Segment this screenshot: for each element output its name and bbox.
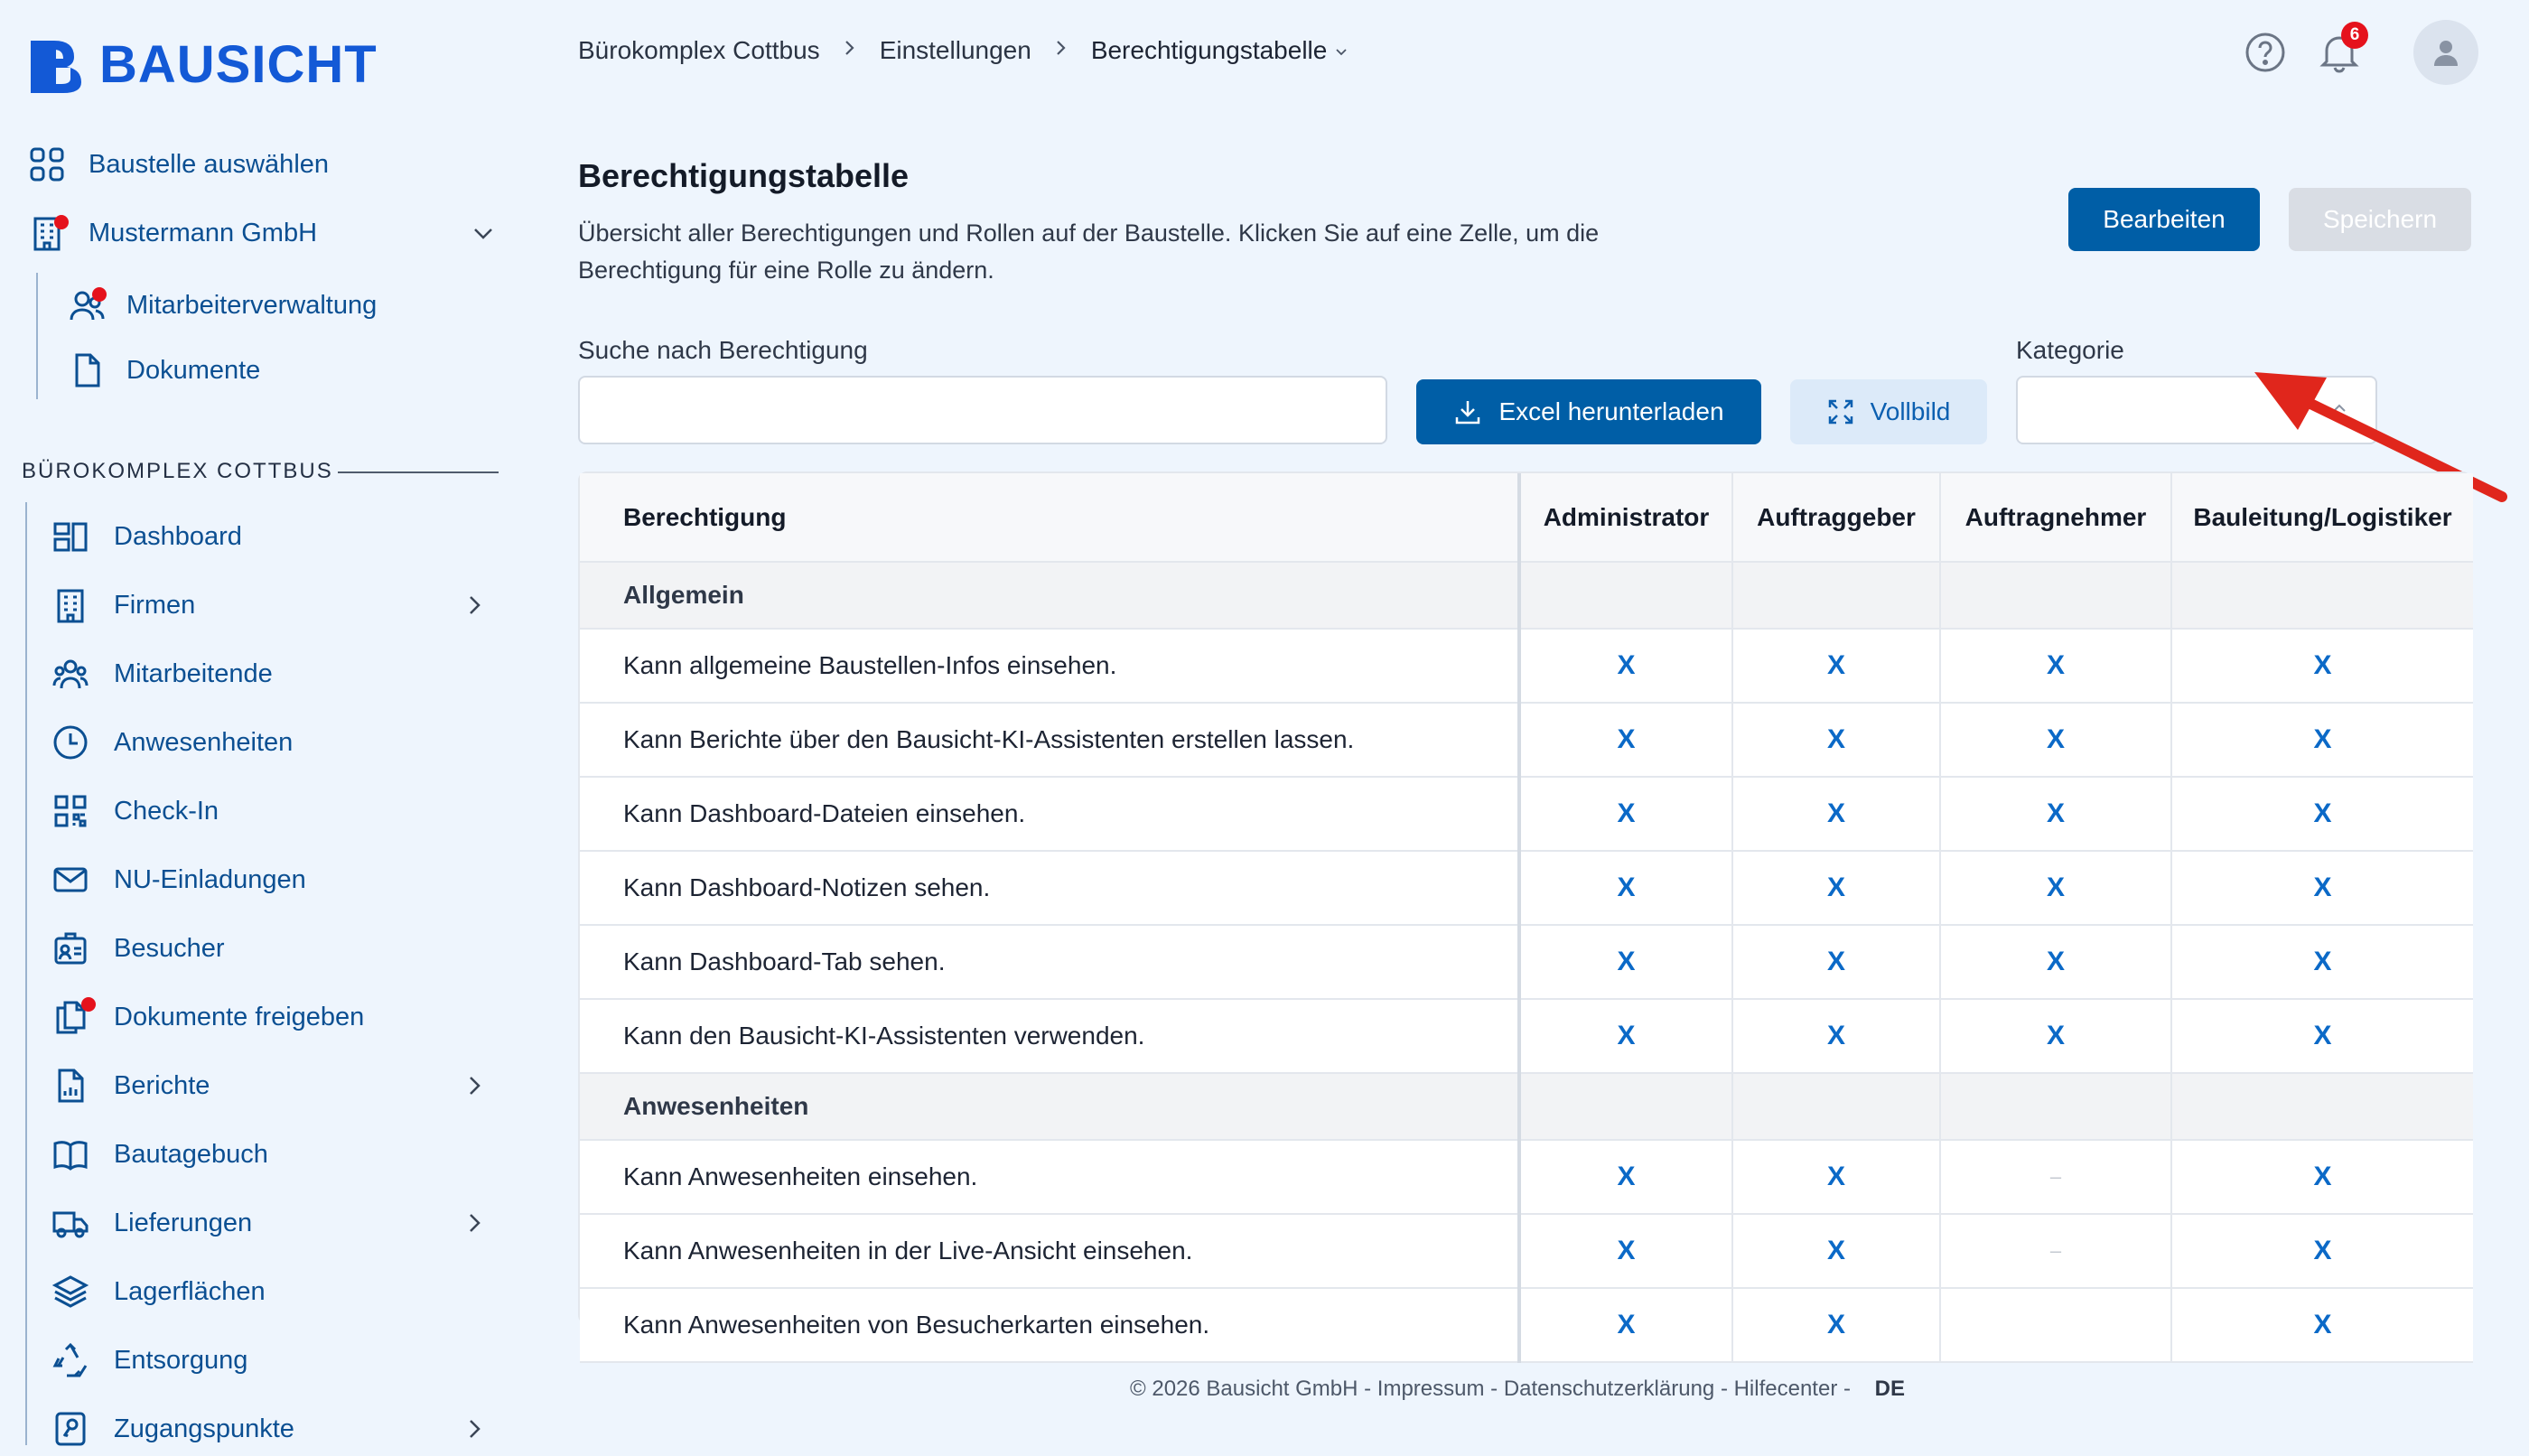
category-cell <box>1940 1073 2171 1140</box>
permission-cell[interactable]: X <box>1519 629 1732 703</box>
qr-code-icon <box>51 791 90 831</box>
permission-cell[interactable]: X <box>1940 999 2171 1073</box>
category-cell <box>2171 1073 2473 1140</box>
permission-cell[interactable]: X <box>2171 629 2473 703</box>
notification-dot <box>54 215 69 229</box>
table-row <box>580 925 2473 999</box>
help-icon[interactable] <box>2240 27 2291 78</box>
sidebar-item-label: Entsorgung <box>114 1345 248 1375</box>
notification-dot <box>81 997 96 1012</box>
permission-label: Kann Berichte über den Bausicht-KI-Assistenten erstellen lassen. <box>580 703 1519 777</box>
sidebar-item-label: Mustermann GmbH <box>89 218 318 247</box>
sidebar-item-mustermann-gmbh[interactable] <box>27 206 497 260</box>
sidebar-item-berichte[interactable] <box>51 1059 488 1113</box>
download-icon <box>1453 397 1482 426</box>
category-cell <box>1940 562 2171 629</box>
sidebar-item-label: Bautagebuch <box>114 1139 268 1169</box>
permission-cell[interactable]: X <box>2171 1214 2473 1288</box>
fullscreen-label: Vollbild <box>1870 397 1951 425</box>
permission-table-card <box>578 471 2471 1339</box>
permission-cell[interactable]: X <box>1519 1288 1732 1362</box>
permission-cell[interactable]: X <box>1519 777 1732 851</box>
save-button[interactable]: Speichern <box>2289 188 2471 251</box>
sidebar-item-label: Zugangspunkte <box>114 1414 294 1443</box>
permission-cell[interactable]: X <box>2171 925 2473 999</box>
column-header-role: Administrator <box>1519 473 1732 562</box>
permission-cell[interactable]: – <box>1940 1214 2171 1288</box>
permission-cell[interactable]: X <box>1732 1140 1940 1214</box>
expand-icon <box>1827 398 1854 425</box>
category-cell <box>1519 562 1732 629</box>
permission-cell[interactable]: X <box>1519 851 1732 925</box>
permission-cell[interactable]: X <box>2171 999 2473 1073</box>
permission-cell[interactable] <box>1940 1288 2171 1362</box>
building-icon <box>51 585 90 625</box>
permission-label: Kann Anwesenheiten von Besucherkarten einsehen. <box>580 1288 1519 1362</box>
permission-cell[interactable]: X <box>1519 1140 1732 1214</box>
permission-cell[interactable]: X <box>1940 703 2171 777</box>
edit-button[interactable]: Bearbeiten <box>2068 188 2260 251</box>
breadcrumb <box>578 36 1348 65</box>
bell-icon[interactable] <box>2314 27 2365 78</box>
category-label: Allgemein <box>580 562 1519 629</box>
sidebar <box>0 0 506 1445</box>
table-row <box>580 703 2473 777</box>
key-icon <box>51 1409 90 1449</box>
brand-name: BAUSICHT <box>99 35 378 94</box>
bausicht-logo-icon <box>27 35 87 95</box>
sidebar-item-anwesenheiten[interactable] <box>51 715 488 770</box>
divider <box>338 471 499 473</box>
permission-table <box>580 473 2473 1363</box>
fullscreen-button[interactable] <box>1790 379 1987 444</box>
sidebar-item-label: Check-In <box>114 796 219 826</box>
users-icon <box>67 285 107 325</box>
category-cell <box>1732 562 1940 629</box>
category-row <box>580 562 2473 629</box>
permission-label: Kann Dashboard-Dateien einsehen. <box>580 777 1519 851</box>
logo[interactable] <box>27 34 378 95</box>
table-row <box>580 1214 2473 1288</box>
column-header-role: Auftragnehmer <box>1940 473 2171 562</box>
sidebar-item-label: Dokumente freigeben <box>114 1002 365 1031</box>
sidebar-item-lagerflaechen[interactable] <box>51 1265 488 1319</box>
header-actions <box>2240 20 2478 85</box>
chevron-right-icon <box>842 38 858 63</box>
sidebar-item-dokumente-freigeben[interactable] <box>51 990 488 1044</box>
permission-search-input[interactable] <box>578 376 1387 444</box>
search-label: Suche nach Berechtigung <box>578 336 868 364</box>
chevron-right-icon <box>1053 38 1069 63</box>
permission-label: Kann Dashboard-Notizen sehen. <box>580 851 1519 925</box>
sidebar-item-label: Baustelle auswählen <box>89 149 330 179</box>
permission-cell[interactable]: X <box>1732 1214 1940 1288</box>
column-header-role: Bauleitung/Logistiker <box>2171 473 2473 562</box>
permission-label: Kann Dashboard-Tab sehen. <box>580 925 1519 999</box>
permission-cell[interactable]: X <box>2171 777 2473 851</box>
grid-icon <box>27 145 67 184</box>
permission-cell[interactable]: X <box>1940 777 2171 851</box>
permission-cell[interactable]: X <box>1519 925 1732 999</box>
breadcrumb-item-current[interactable]: Berechtigungstabelle <box>1090 36 1328 64</box>
report-icon <box>51 1066 90 1106</box>
sidebar-item-baustelle-auswaehlen[interactable] <box>27 137 497 191</box>
permission-cell[interactable]: X <box>2171 1288 2473 1362</box>
permission-cell[interactable]: X <box>1732 777 1940 851</box>
sidebar-item-mitarbeitende[interactable] <box>51 647 488 701</box>
permission-cell[interactable]: X <box>1732 925 1940 999</box>
permission-label: Kann den Bausicht-KI-Assistenten verwenden. <box>580 999 1519 1073</box>
submenu-line <box>36 273 38 399</box>
footer-links[interactable]: © 2026 Bausicht GmbH - Impressum - Datenschutzerklärung - Hilfecenter - <box>1130 1377 1851 1401</box>
category-cell <box>2171 562 2473 629</box>
notification-count-badge: 6 <box>2341 22 2368 49</box>
sidebar-item-label: Berichte <box>114 1070 210 1100</box>
sidebar-item-dashboard[interactable] <box>51 509 488 564</box>
permission-cell[interactable]: X <box>1940 629 2171 703</box>
permission-cell[interactable]: X <box>1732 851 1940 925</box>
permission-cell[interactable]: X <box>1940 851 2171 925</box>
chevron-down-icon[interactable] <box>470 219 497 247</box>
permission-cell[interactable]: – <box>1940 1140 2171 1214</box>
table-row <box>580 629 2473 703</box>
breadcrumb-item-site[interactable]: Bürokomplex Cottbus <box>578 36 820 64</box>
book-icon <box>51 1134 90 1174</box>
chevron-down-icon[interactable] <box>1334 36 1348 65</box>
table-body <box>580 562 2473 1362</box>
sidebar-item-label: Firmen <box>114 590 196 620</box>
user-icon <box>2431 37 2461 68</box>
table-row <box>580 851 2473 925</box>
table-row <box>580 1140 2473 1214</box>
permission-cell[interactable]: X <box>1732 703 1940 777</box>
chevron-right-icon[interactable] <box>461 592 488 619</box>
avatar[interactable] <box>2413 20 2478 85</box>
files-icon <box>51 997 90 1037</box>
dashboard-icon <box>51 517 90 556</box>
envelope-icon <box>51 860 90 900</box>
building-icon <box>27 213 67 253</box>
permission-cell[interactable]: X <box>2171 1140 2473 1214</box>
chevron-right-icon[interactable] <box>461 1072 488 1099</box>
permission-cell[interactable]: X <box>1732 999 1940 1073</box>
permission-cell[interactable]: X <box>1940 925 2171 999</box>
table-row <box>580 1288 2473 1362</box>
sidebar-item-mitarbeiterverwaltung[interactable] <box>67 278 482 332</box>
footer <box>0 1377 2529 1402</box>
site-section-title: BÜROKOMPLEX COTTBUS <box>22 459 333 483</box>
permission-label: Kann Anwesenheiten einsehen. <box>580 1140 1519 1214</box>
sidebar-item-besucher[interactable] <box>51 921 488 975</box>
badge-icon <box>51 929 90 968</box>
column-header-role: Auftraggeber <box>1732 473 1940 562</box>
layers-icon <box>51 1272 90 1311</box>
sidebar-item-nu-einladungen[interactable] <box>51 853 488 907</box>
permission-cell[interactable]: X <box>1519 1214 1732 1288</box>
permission-cell[interactable]: X <box>2171 851 2473 925</box>
sidebar-item-label: Lagerflächen <box>114 1276 266 1306</box>
chevron-right-icon[interactable] <box>461 1415 488 1442</box>
page-description: Übersicht aller Berechtigungen und Rollen auf der Baustelle. Klicken Sie auf eine Zelle, um die Berechtigung für eine Rolle zu ändern. <box>578 219 1600 284</box>
page-title: Berechtigungstabelle <box>578 157 910 194</box>
sidebar-item-dokumente[interactable] <box>67 343 482 397</box>
site-nav-line <box>25 502 27 1445</box>
chevron-right-icon[interactable] <box>461 1209 488 1237</box>
recycle-icon <box>51 1340 90 1380</box>
permission-cell[interactable]: X <box>2171 703 2473 777</box>
category-label: Anwesenheiten <box>580 1073 1519 1140</box>
truck-icon <box>51 1203 90 1243</box>
clock-icon <box>51 723 90 762</box>
table-header-row <box>580 473 2473 562</box>
table-row <box>580 999 2473 1073</box>
permission-cell[interactable]: X <box>1519 703 1732 777</box>
sidebar-item-label: NU-Einladungen <box>114 864 306 894</box>
permission-cell[interactable]: X <box>1732 629 1940 703</box>
sidebar-item-label: Dashboard <box>114 521 242 551</box>
sidebar-item-lieferungen[interactable] <box>51 1196 488 1250</box>
sidebar-item-zugangspunkte[interactable] <box>51 1402 488 1456</box>
sidebar-item-label: Mitarbeitende <box>114 658 273 688</box>
column-header-permission: Berechtigung <box>580 473 1519 562</box>
language-switch[interactable]: DE <box>1874 1377 1905 1401</box>
sidebar-item-label: Besucher <box>114 933 225 963</box>
sidebar-item-bautagebuch[interactable] <box>51 1127 488 1181</box>
notification-dot <box>92 287 107 302</box>
permission-cell[interactable]: X <box>1732 1288 1940 1362</box>
category-cell <box>1732 1073 1940 1140</box>
table-row <box>580 777 2473 851</box>
excel-download-label: Excel herunterladen <box>1498 397 1724 425</box>
sidebar-item-label: Dokumente <box>126 355 261 385</box>
sidebar-item-label: Mitarbeiterverwaltung <box>126 290 378 320</box>
permission-label: Kann Anwesenheiten in der Live-Ansicht einsehen. <box>580 1214 1519 1288</box>
category-label: Kategorie <box>2016 336 2124 364</box>
breadcrumb-item-settings[interactable]: Einstellungen <box>879 36 1031 64</box>
permission-cell[interactable]: X <box>1519 999 1732 1073</box>
sidebar-item-label: Anwesenheiten <box>114 727 294 757</box>
sidebar-item-label: Lieferungen <box>114 1208 253 1237</box>
sidebar-item-firmen[interactable] <box>51 578 488 632</box>
excel-download-button[interactable] <box>1416 379 1761 444</box>
permission-label: Kann allgemeine Baustellen-Infos einsehen. <box>580 629 1519 703</box>
category-row <box>580 1073 2473 1140</box>
file-icon <box>67 350 107 390</box>
team-icon <box>51 654 90 694</box>
category-cell <box>1519 1073 1732 1140</box>
sidebar-item-check-in[interactable] <box>51 784 488 838</box>
